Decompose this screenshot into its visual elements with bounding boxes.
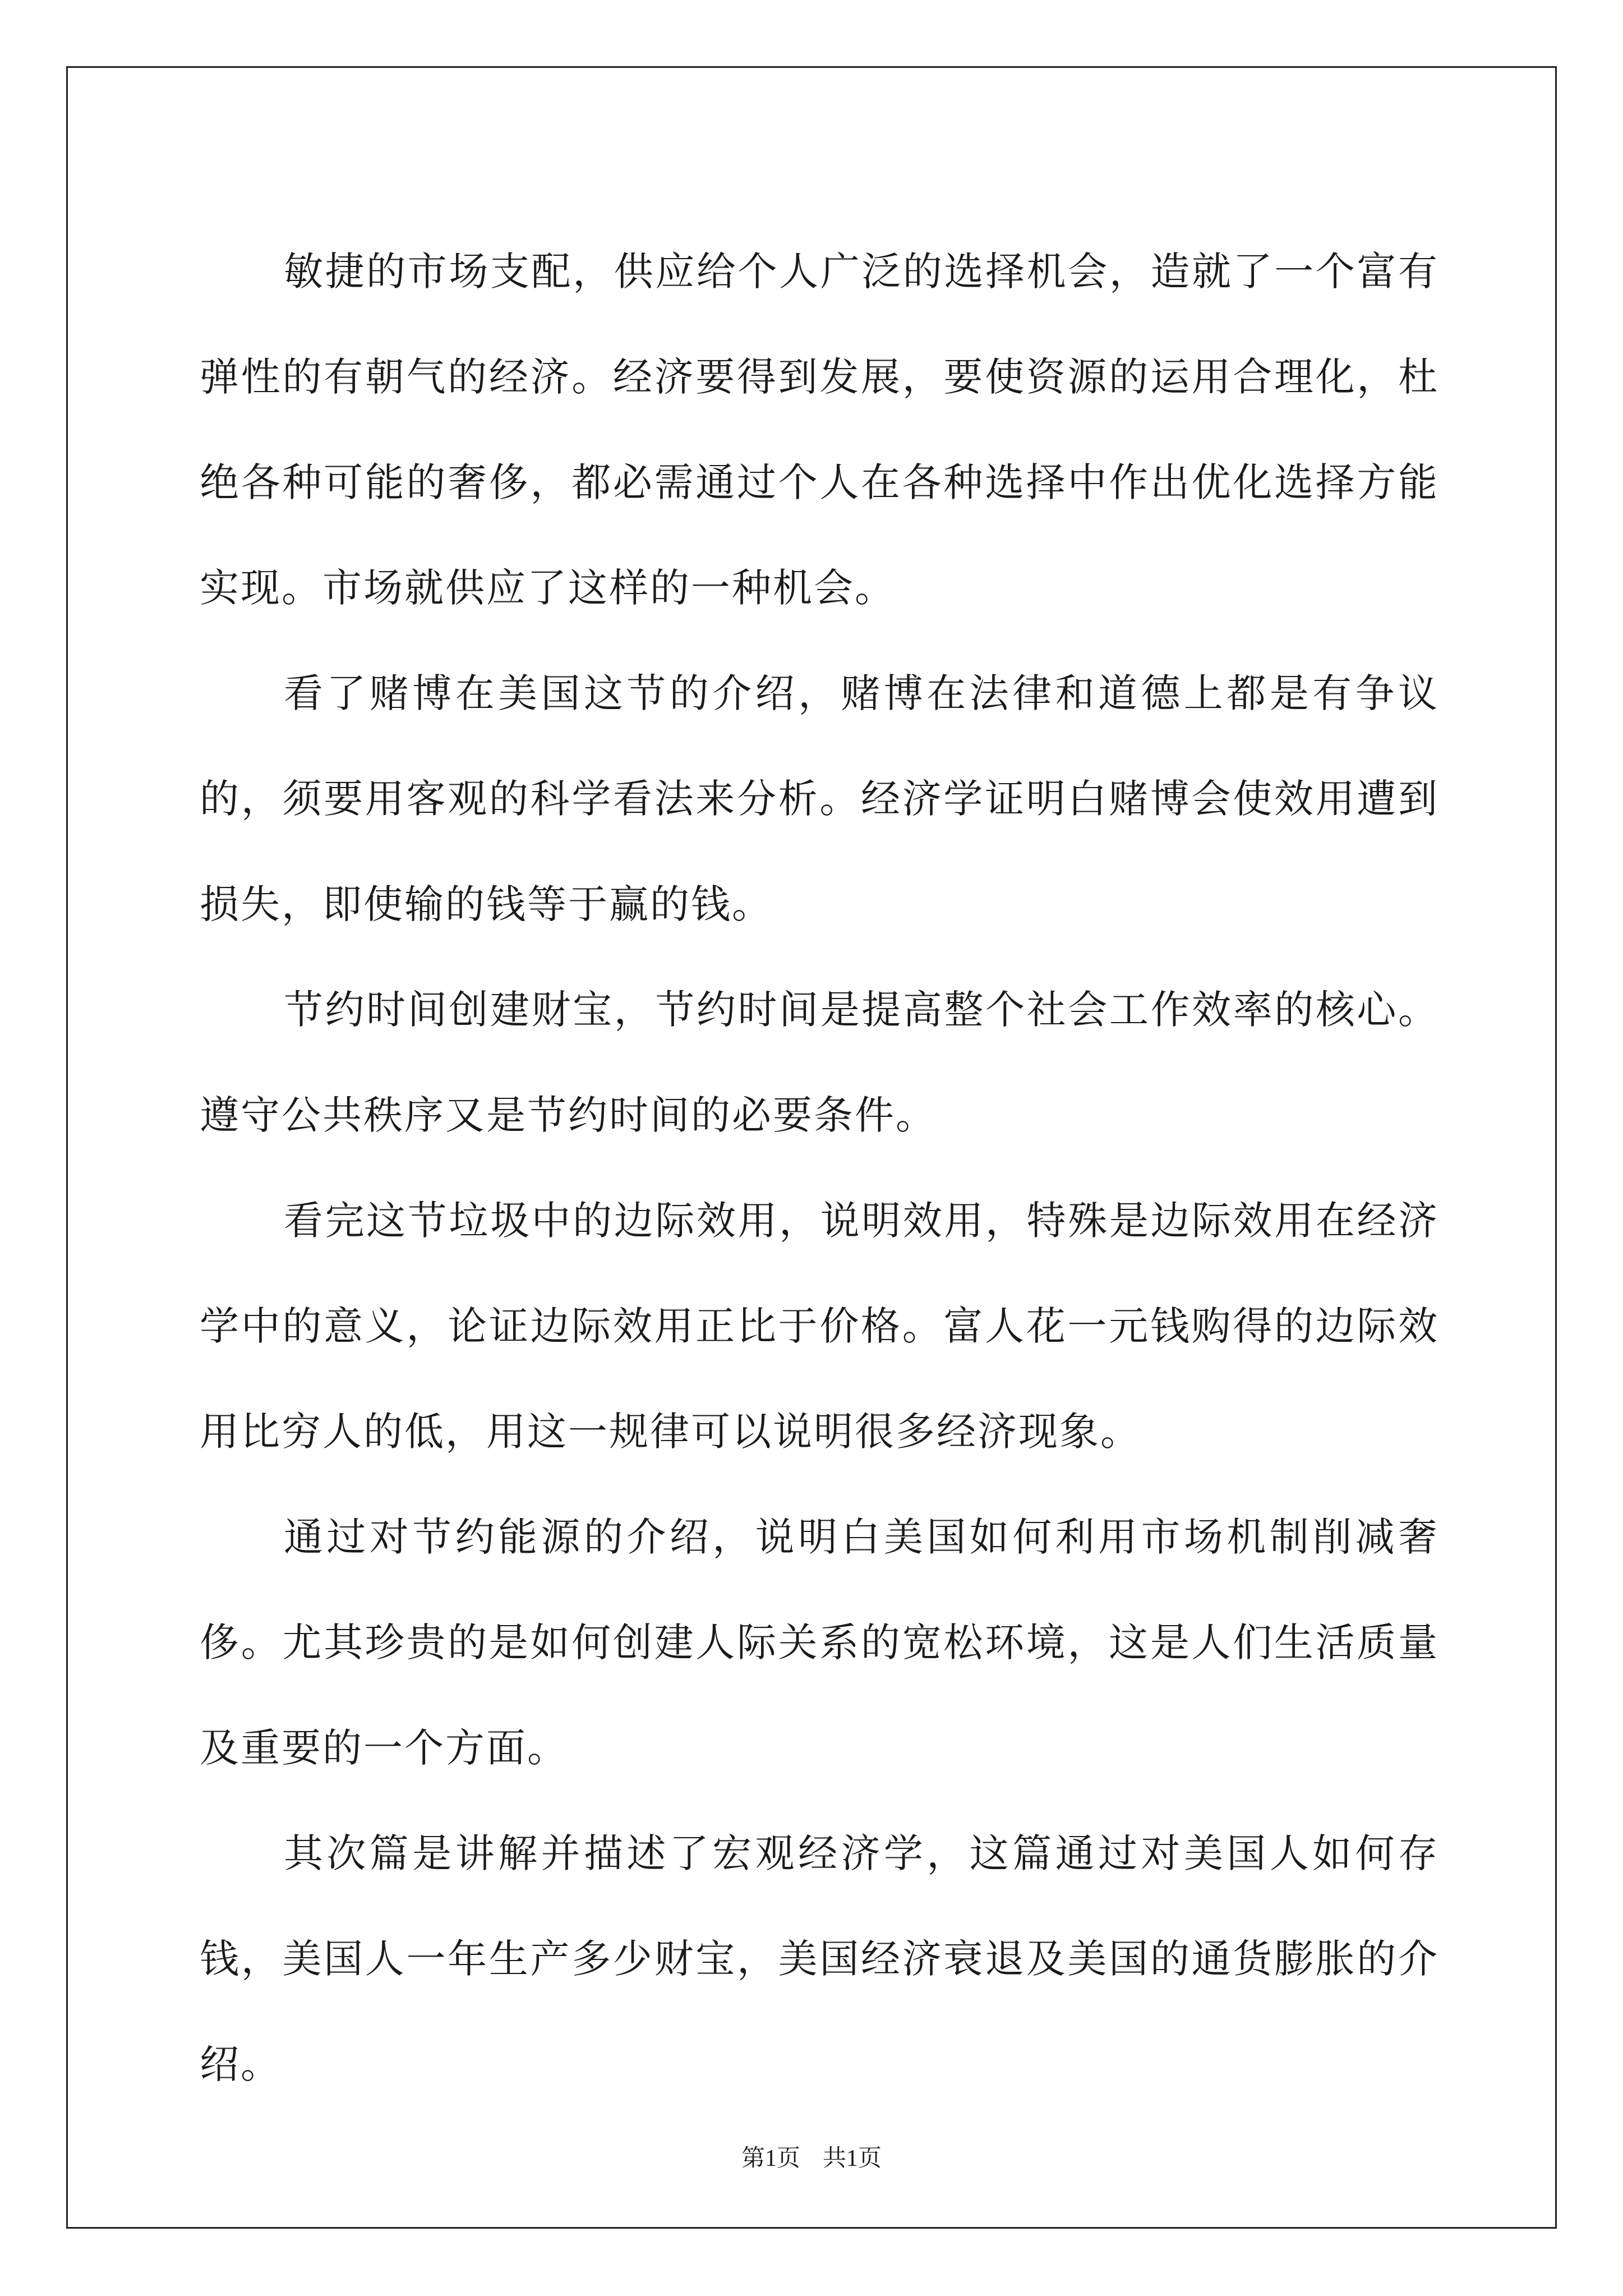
paragraph-1: 敏捷的市场支配，供应给个人广泛的选择机会，造就了一个富有弹性的有朝气的经济。经济要得到发展，要使资源的运用合理化，杜绝各种可能的奢侈，都必需通过个人在各种选择中作出优化选择方能实现。市场就供应了这样的一种机会。 — [200, 249, 1439, 611]
page-footer — [0, 2142, 1623, 2175]
page-number-total: 共1页 — [823, 2146, 882, 2171]
paragraph-2: 看了赌博在美国这节的介绍，赌博在法律和道德上都是有争议的，须要用客观的科学看法来分析。经济学证明白赌博会使效用遭到损失，即使输的钱等于赢的钱。 — [200, 670, 1439, 927]
document-body — [200, 219, 1439, 2117]
page-number-current: 第1页 — [741, 2146, 800, 2171]
paragraph-3: 节约时间创建财宝，节约时间是提高整个社会工作效率的核心。遵守公共秩序又是节约时间的必要条件。 — [200, 987, 1439, 1138]
paragraph-6: 其次篇是讲解并描述了宏观经济学，这篇通过对美国人如何存钱，美国人一年生产多少财宝，美国经济衰退及美国的通货膨胀的介绍。 — [200, 1830, 1439, 2087]
paragraph-4: 看完这节垃圾中的边际效用，说明效用，特殊是边际效用在经济学中的意义，论证边际效用正比于价格。富人花一元钱购得的边际效用比穷人的低，用这一规律可以说明很多经济现象。 — [200, 1198, 1439, 1455]
paragraph-5: 通过对节约能源的介绍，说明白美国如何利用市场机制削减奢侈。尤其珍贵的是如何创建人际关系的宽松环境，这是人们生活质量及重要的一个方面。 — [200, 1514, 1439, 1771]
